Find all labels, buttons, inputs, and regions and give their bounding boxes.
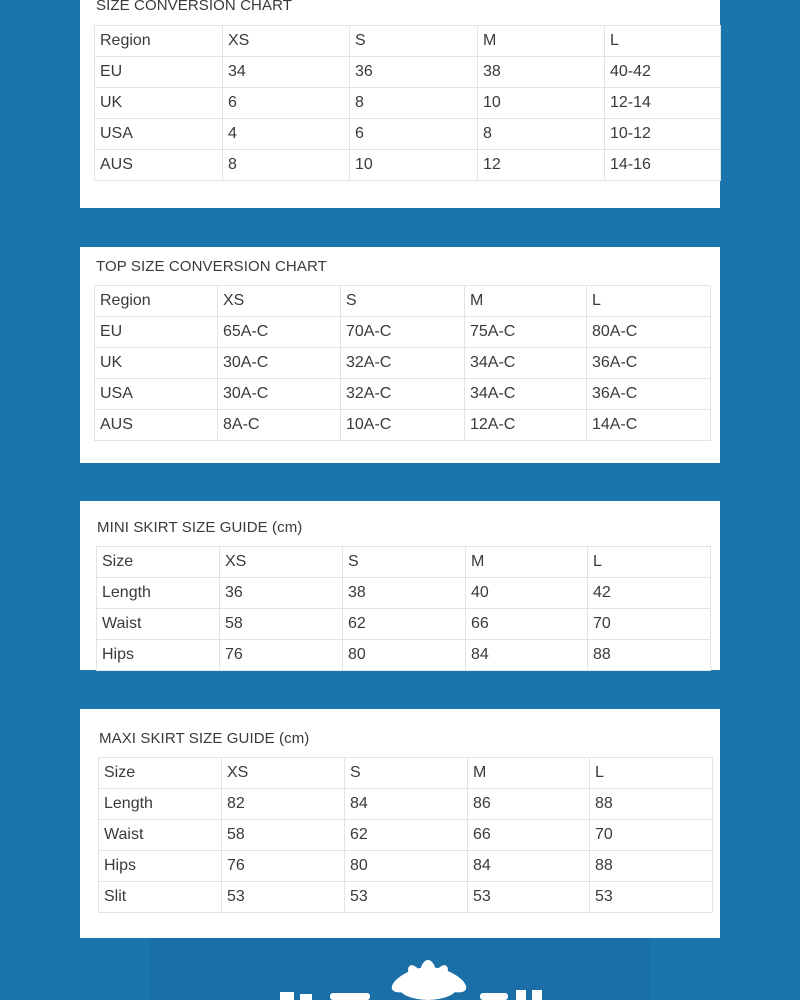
header-cell: M xyxy=(478,26,605,57)
table-cell: 53 xyxy=(345,882,468,913)
table-cell: 34 xyxy=(223,57,350,88)
table-cell: 76 xyxy=(222,851,345,882)
table-cell: 70A-C xyxy=(341,317,465,348)
table-row xyxy=(99,789,713,820)
maxi-skirt-size-table xyxy=(98,757,713,913)
table-cell: 75A-C xyxy=(465,317,587,348)
table-row xyxy=(95,57,721,88)
header-cell: L xyxy=(588,547,711,578)
table-cell: 88 xyxy=(588,640,711,671)
table-cell: 34A-C xyxy=(465,379,587,410)
table-cell: 14A-C xyxy=(587,410,711,441)
table-cell: Length xyxy=(97,578,220,609)
table-row xyxy=(97,578,711,609)
table-header-row xyxy=(97,547,711,578)
table-cell: Waist xyxy=(97,609,220,640)
table-row xyxy=(99,851,713,882)
table-cell: 38 xyxy=(478,57,605,88)
table-cell: 14-16 xyxy=(605,150,721,181)
header-cell: S xyxy=(350,26,478,57)
table-cell: 36A-C xyxy=(587,348,711,379)
header-cell: M xyxy=(465,286,587,317)
table-cell: 32A-C xyxy=(341,379,465,410)
header-cell: S xyxy=(341,286,465,317)
mini-skirt-size-card xyxy=(80,501,720,670)
table-cell: 34A-C xyxy=(465,348,587,379)
table-cell: 66 xyxy=(468,820,590,851)
table-cell: 8A-C xyxy=(218,410,341,441)
card-title: MAXI SKIRT SIZE GUIDE (cm) xyxy=(99,730,310,747)
table-cell: 70 xyxy=(590,820,713,851)
table-cell: 84 xyxy=(468,851,590,882)
top-size-conversion-card xyxy=(80,247,720,463)
table-cell: 80 xyxy=(343,640,466,671)
table-cell: 30A-C xyxy=(218,379,341,410)
header-cell: XS xyxy=(218,286,341,317)
table-cell: AUS xyxy=(95,410,218,441)
table-cell: USA xyxy=(95,379,218,410)
table-row xyxy=(95,348,711,379)
table-row xyxy=(95,119,721,150)
maxi-skirt-size-card xyxy=(80,709,720,938)
table-cell: 53 xyxy=(590,882,713,913)
table-cell: 32A-C xyxy=(341,348,465,379)
header-cell: M xyxy=(466,547,588,578)
table-cell: 12A-C xyxy=(465,410,587,441)
header-cell: L xyxy=(587,286,711,317)
table-cell: Slit xyxy=(99,882,222,913)
header-cell: S xyxy=(345,758,468,789)
table-cell: 65A-C xyxy=(218,317,341,348)
table-cell: 38 xyxy=(343,578,466,609)
table-cell: 82 xyxy=(222,789,345,820)
table-cell: EU xyxy=(95,57,223,88)
table-cell: 84 xyxy=(466,640,588,671)
header-cell: Size xyxy=(99,758,222,789)
brand-footer xyxy=(150,938,650,1000)
table-cell: 6 xyxy=(350,119,478,150)
table-cell: 86 xyxy=(468,789,590,820)
card-title: SIZE CONVERSION CHART xyxy=(96,0,293,14)
table-cell: 8 xyxy=(350,88,478,119)
table-cell: 10-12 xyxy=(605,119,721,150)
table-cell: 84 xyxy=(345,789,468,820)
top-size-conversion-table xyxy=(94,285,711,441)
table-cell: AUS xyxy=(95,150,223,181)
table-row xyxy=(99,820,713,851)
table-cell: 62 xyxy=(345,820,468,851)
table-cell: 62 xyxy=(343,609,466,640)
card-title: MINI SKIRT SIZE GUIDE (cm) xyxy=(97,519,303,536)
header-cell: M xyxy=(468,758,590,789)
table-cell: 66 xyxy=(466,609,588,640)
header-cell: L xyxy=(605,26,721,57)
table-row xyxy=(99,882,713,913)
table-cell: 8 xyxy=(478,119,605,150)
header-cell: XS xyxy=(220,547,343,578)
table-cell: 80A-C xyxy=(587,317,711,348)
table-row xyxy=(95,150,721,181)
mini-skirt-size-table xyxy=(96,546,711,671)
header-cell: XS xyxy=(222,758,345,789)
table-cell: 30A-C xyxy=(218,348,341,379)
table-cell: 88 xyxy=(590,789,713,820)
table-cell: 10 xyxy=(478,88,605,119)
table-cell: 12-14 xyxy=(605,88,721,119)
table-cell: 53 xyxy=(222,882,345,913)
table-cell: 58 xyxy=(220,609,343,640)
table-row xyxy=(95,379,711,410)
table-row xyxy=(95,317,711,348)
header-cell: Size xyxy=(97,547,220,578)
table-row xyxy=(95,88,721,119)
header-cell: Region xyxy=(95,286,218,317)
size-conversion-table xyxy=(94,25,721,181)
table-cell: 88 xyxy=(590,851,713,882)
table-cell: 10 xyxy=(350,150,478,181)
table-cell: 76 xyxy=(220,640,343,671)
size-conversion-card xyxy=(80,0,720,208)
table-header-row xyxy=(95,26,721,57)
table-cell: Hips xyxy=(97,640,220,671)
table-cell: 58 xyxy=(222,820,345,851)
table-cell: 8 xyxy=(223,150,350,181)
palm-tree-logo-icon xyxy=(150,938,650,1000)
table-cell: UK xyxy=(95,348,218,379)
table-header-row xyxy=(95,286,711,317)
table-row xyxy=(97,640,711,671)
table-cell: Waist xyxy=(99,820,222,851)
table-cell: 36 xyxy=(220,578,343,609)
table-cell: 40-42 xyxy=(605,57,721,88)
header-cell: Region xyxy=(95,26,223,57)
table-cell: 53 xyxy=(468,882,590,913)
table-header-row xyxy=(99,758,713,789)
table-row xyxy=(97,609,711,640)
header-cell: L xyxy=(590,758,713,789)
table-cell: 4 xyxy=(223,119,350,150)
table-cell: Length xyxy=(99,789,222,820)
table-cell: 42 xyxy=(588,578,711,609)
header-cell: S xyxy=(343,547,466,578)
table-cell: 10A-C xyxy=(341,410,465,441)
table-cell: 70 xyxy=(588,609,711,640)
table-cell: EU xyxy=(95,317,218,348)
table-cell: UK xyxy=(95,88,223,119)
table-cell: 80 xyxy=(345,851,468,882)
table-cell: 6 xyxy=(223,88,350,119)
table-row xyxy=(95,410,711,441)
table-cell: 36A-C xyxy=(587,379,711,410)
table-cell: 36 xyxy=(350,57,478,88)
table-cell: 12 xyxy=(478,150,605,181)
header-cell: XS xyxy=(223,26,350,57)
table-cell: Hips xyxy=(99,851,222,882)
table-cell: 40 xyxy=(466,578,588,609)
table-cell: USA xyxy=(95,119,223,150)
card-title: TOP SIZE CONVERSION CHART xyxy=(96,258,327,275)
